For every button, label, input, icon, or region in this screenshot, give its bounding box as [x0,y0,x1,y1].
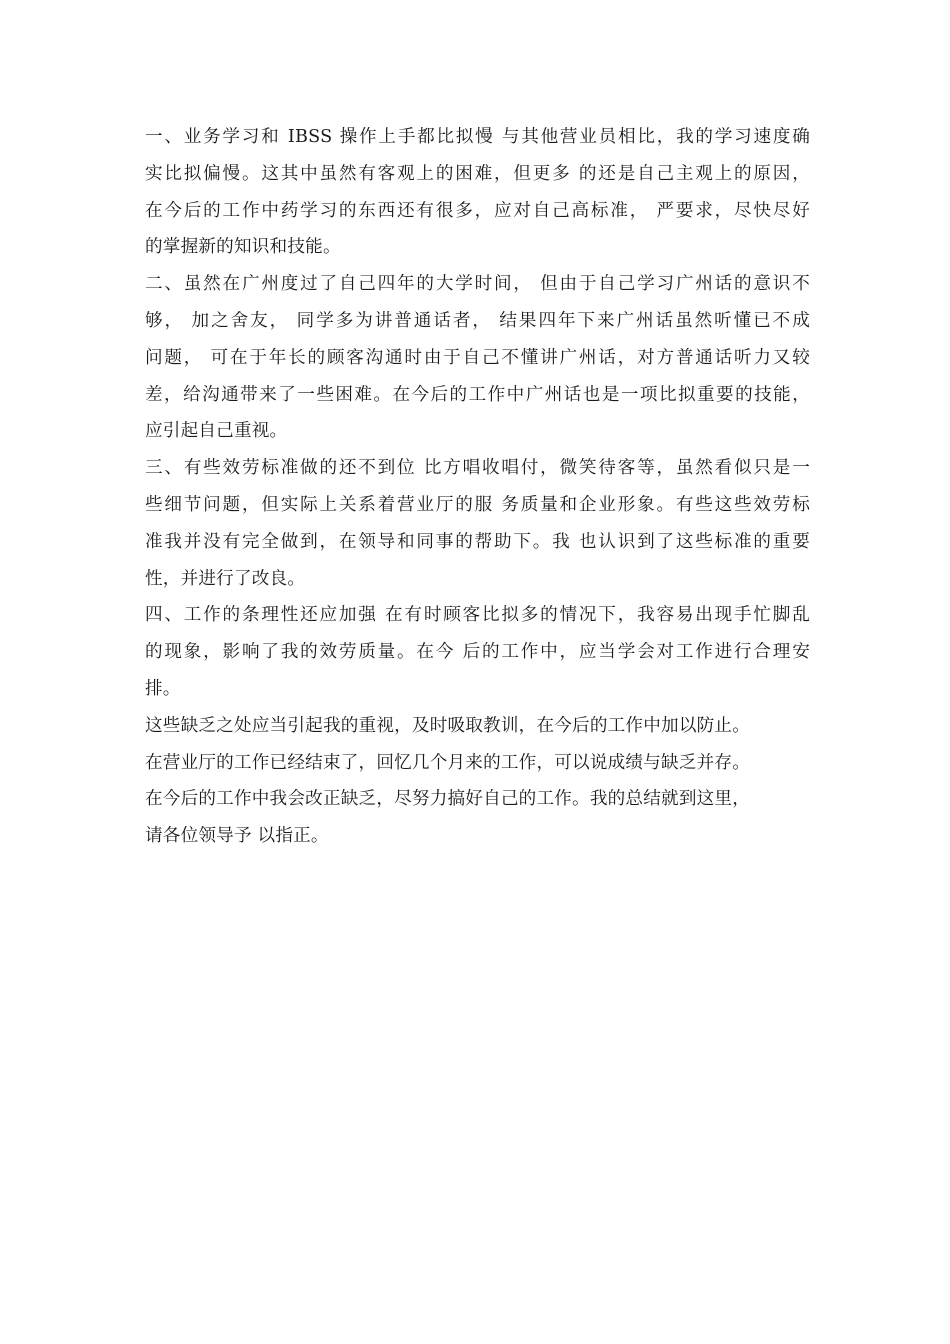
text-line: 二、虽然在广州度过了自己四年的大学时间， 但由于自己学习广州话的意识不 [145,274,810,295]
text-line: 的现象，影响了我的效劳质量。在今 后的工作中，应当学会对工作进行合理安 [145,642,810,663]
text-line: 够， 加之舍友， 同学多为讲普通话者， 结果四年下来广州话虽然听懂已不成 [145,310,810,331]
text-line: 三、有些效劳标准做的还不到位 比方唱收唱付，微笑待客等，虽然看似只是一 [145,458,810,479]
document-body [145,119,810,855]
text-line: 应引起自己重视。 [145,421,288,442]
text-line: 一、业务学习和 IBSS 操作上手都比拟慢 与其他营业员相比，我的学习速度确 [145,127,810,147]
text-line: 四、工作的条理性还应加强 在有时顾客比拟多的情况下，我容易出现手忙脚乱 [145,605,810,626]
text-line: 排。 [145,678,181,699]
text-line: 请各位领导予 以指正。 [145,826,329,847]
text-line: 差，给沟通带来了一些困难。在今后的工作中广州话也是一项比拟重要的技能， [145,384,810,405]
text-line: 在今后的工作中我会改正缺乏，尽努力搞好自己的工作。我的总结就到这里， [145,789,750,810]
text-line: 准我并没有完全做到，在领导和同事的帮助下。我 也认识到了这些标准的重要 [145,531,810,552]
text-line: 问题， 可在于年长的顾客沟通时由于自己不懂讲广州话，对方普通话听力又较 [145,347,810,368]
text-line: 在营业厅的工作已经结束了，回忆几个月来的工作，可以说成绩与缺乏并存。 [145,752,750,773]
text-line: 的掌握新的知识和技能。 [145,237,341,258]
text-line: 在今后的工作中药学习的东西还有很多，应对自己高标准， 严要求，尽快尽好 [145,200,810,221]
text-line: 实比拟偏慢。这其中虽然有客观上的困难，但更多 的还是自己主观上的原因， [145,163,810,184]
text-line: 性，并进行了改良。 [145,568,306,589]
text-line: 些细节问题，但实际上关系着营业厅的服 务质量和企业形象。有些这些效劳标 [145,494,810,515]
text-line: 这些缺乏之处应当引起我的重视，及时吸取教训，在今后的工作中加以防止。 [145,715,750,736]
